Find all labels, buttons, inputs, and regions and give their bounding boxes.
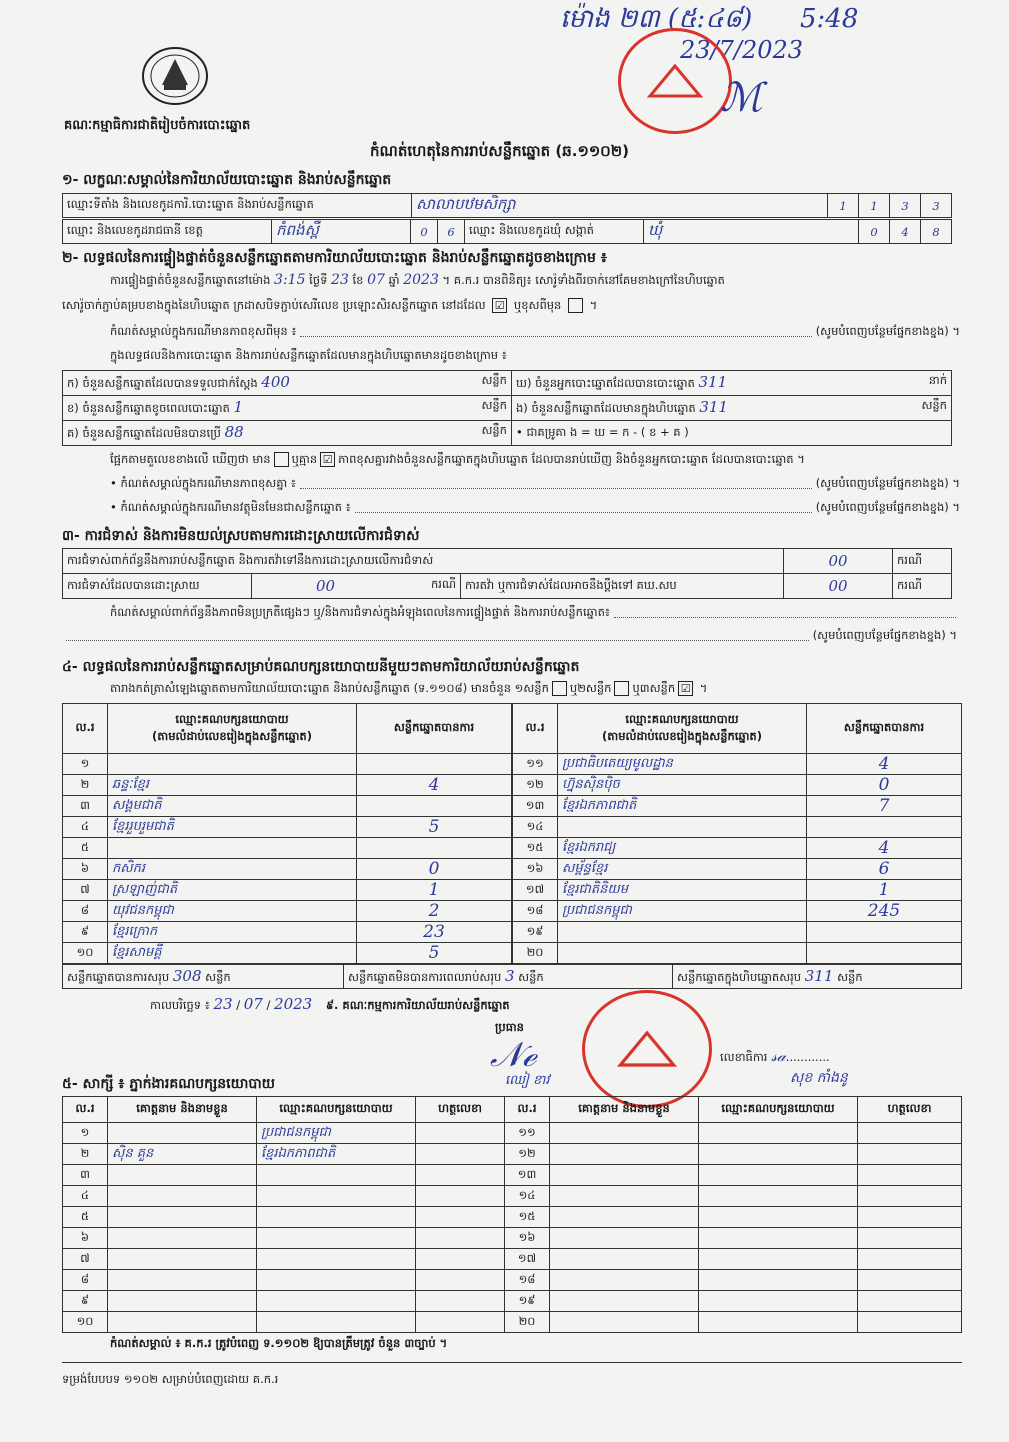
witness-name — [108, 1165, 257, 1186]
code-digit: 0 — [411, 220, 438, 244]
witness-signature — [416, 1312, 505, 1333]
witness-signature — [416, 1270, 505, 1291]
witness-name — [108, 1312, 257, 1333]
witness-name — [550, 1270, 699, 1291]
row-number: ៦ — [63, 1228, 108, 1249]
witness-party — [257, 1207, 416, 1228]
witness-party — [699, 1270, 858, 1291]
vote-count: 2 — [357, 901, 512, 922]
row-number: ៦ — [63, 859, 108, 880]
witness-row — [63, 1291, 962, 1312]
witness-row — [63, 1165, 962, 1186]
row-number: ៨ — [63, 1270, 108, 1291]
witness-name — [550, 1123, 699, 1144]
footnote: កំណត់សម្គាល់ ៖ គ.ក.រ ត្រូវបំពេញ ទ.១១០២ ឱ្យបានត្រឹមត្រូវ ចំនួន ៣ច្បាប់ ។ — [110, 1336, 448, 1350]
witness-signature — [858, 1144, 962, 1165]
row-number: ១៦ — [513, 859, 558, 880]
witness-name — [550, 1144, 699, 1165]
section-1-table-row2 — [62, 219, 952, 244]
row-number: ១២ — [513, 775, 558, 796]
witness-name — [550, 1249, 699, 1270]
code-digit: 0 — [859, 220, 890, 244]
vote-count: 7 — [807, 796, 962, 817]
row-number: ៧ — [63, 880, 108, 901]
vote-count — [357, 754, 512, 775]
witness-name — [550, 1228, 699, 1249]
party-name: ខ្មែរឯករាជ្យ — [558, 838, 807, 859]
party-name — [558, 922, 807, 943]
code-digit: 1 — [859, 194, 890, 218]
code-digit: 4 — [890, 220, 921, 244]
witness-name — [550, 1186, 699, 1207]
witness-signature — [416, 1144, 505, 1165]
witness-party — [699, 1228, 858, 1249]
vote-count — [357, 838, 512, 859]
row-number: ៥ — [63, 1207, 108, 1228]
witness-party — [699, 1312, 858, 1333]
votes-totals: សន្លឹកឆ្នោតបានការសរុប 308 សន្លឹក សន្លឹកឆ្នោតមិនបានការពេលរាប់សរុប 3 សន្លឹក សន្លឹកឆ្នោតក្នុងហិបឆ្នោតសរុប 311 សន្លឹក — [62, 964, 962, 989]
checkbox-no-diff[interactable]: ☑ — [320, 452, 335, 467]
witness-party — [257, 1270, 416, 1291]
handwritten-time: 5:48 — [800, 4, 859, 34]
party-name: ប្រជាជនកម្ពុជា — [558, 901, 807, 922]
witness-name — [550, 1312, 699, 1333]
section-2-para5: ផ្អែកតាមតួលេខខាងលើ ឃើញថា មាន ឬគ្មាន ☑ ភាពខុសគ្នារវាងចំនួនសន្លឹកឆ្នោតក្នុងហិបឆ្នោត ដែលបានរាប់ឃើញ និងចំនួនអ្នកបោះឆ្នោត ដែលបានបោះឆ្នោត ។ — [110, 452, 805, 466]
handwritten-note: ម៉ោង ២៣ (៥:៤៨) — [560, 4, 753, 34]
witness-party — [257, 1186, 416, 1207]
row-number: ៧ — [63, 1249, 108, 1270]
vote-count: 245 — [807, 901, 962, 922]
witness-party — [699, 1249, 858, 1270]
section-3-note-line: (សូមបំពេញបន្ថែមផ្នែកខាងខ្នង) ។ — [62, 628, 957, 645]
row1-label: ឈ្មោះទីតាំង និងលេខកូដការិ.បោះឆ្នោត និងរាប់សន្លឹកឆ្នោត — [63, 194, 412, 218]
witness-party — [257, 1228, 416, 1249]
witness-signature — [858, 1249, 962, 1270]
party-name — [108, 838, 357, 859]
row2-label: ឈ្មោះ និងលេខកូដរាជធានី ខេត្ត — [63, 220, 272, 244]
divider — [62, 1362, 962, 1363]
section-3-note: កំណត់សម្គាល់ពាក់ព័ន្ធនឹងភាពមិនប្រក្រតីផ្សេងៗ ឬ/និងការជំទាស់ក្នុងអំឡុងពេលនៃការផ្ទៀងផ្ទាត់ និងការរាប់សន្លឹកឆ្នោត៖ — [110, 605, 960, 622]
witness-signature — [858, 1186, 962, 1207]
vote-row — [513, 922, 962, 943]
vote-row — [513, 943, 962, 964]
section-4-intro: តារាងកត់ត្រាសំឡេងឆ្នោតតាមការិយាល័យបោះឆ្នោត និងរាប់សន្លឹកឆ្នោត (ទ.១១០៨) មានចំនួន ១សន្លឹក ឬ២សន្លឹក ឬ៣សន្លឹក ☑ ។ — [110, 681, 708, 695]
committee-name: គណៈកម្មាធិការជាតិរៀបចំការបោះឆ្នោត — [64, 118, 251, 133]
row2-label2: ឈ្មោះ និងលេខកូដឃុំ សង្កាត់ — [465, 220, 644, 244]
code-digit: 1 — [828, 194, 859, 218]
votes-table-right: ល.រ ឈ្មោះគណបក្សនយោបាយ (តាមលំដាប់លេខរៀងក្នុងសន្លឹកឆ្នោត) សន្លឹកឆ្នោតបានការ ១១ ប្រជាធិបតេយ្យមូលដ្ឋាន 4 ១២ ហ្វ៊ុនស៊ិនប៉ិច 0 ១៣ ខ្មែរឯកភាពជាតិ 7 ១៤ ១៥ ខ្មែរឯករាជ្យ 4 ១៦ សម្ព័ន្ធខ្មែរ 6 ១៧ ខ្មែរជាតិនិយម 1 ១៨ ប្រជាជនកម្ពុជា 245 ១៩ ២០ — [512, 703, 962, 964]
section-5-title: ៥- សាក្សី ៖ ភ្នាក់ងារគណបក្សនយោបាយ — [62, 1076, 276, 1092]
row-number: ១៣ — [513, 796, 558, 817]
section-3-title: ៣- ការជំទាស់ និងការមិនយល់ស្របតាមការដោះស្រាយលើការជំទាស់ — [62, 528, 420, 544]
party-name: ខ្មែរក្រោក — [108, 922, 357, 943]
party-name: សម្ព័ន្ធខ្មែរ — [558, 859, 807, 880]
row-number: ៩ — [63, 922, 108, 943]
witness-table: ល.រ គោត្តនាម និងនាមខ្លួន ឈ្មោះគណបក្សនយោបាយ ហត្ថលេខា ល.រ គោត្តនាម និងនាមខ្លួន ឈ្មោះគណបក្សនយោបាយ ហត្ថលេខា ១ ប្រជាជនកម្ពុជា ១១ ២ ស៊ិន គួន ខ្មែរឯកភាពជាតិ ១២ ៣ ១៣ ៤ ១៤ ៥ ១៥ ៦ ១៦ ៧ ១៧ ៨ ១៨ ៩ ១៩ ១០ ២០ — [62, 1096, 962, 1333]
code-digit: 8 — [921, 220, 952, 244]
witness-party — [699, 1207, 858, 1228]
row-number: ១២ — [505, 1144, 550, 1165]
vote-count: 6 — [807, 859, 962, 880]
row-number: ១៣ — [505, 1165, 550, 1186]
section-2-para3: កំណត់សម្គាល់ក្នុងករណីមានភាពខុសពីមុន ៖ (សូមបំពេញបន្ថែមផ្នែកខាងខ្នង) ។ — [110, 324, 960, 338]
witness-name — [550, 1291, 699, 1312]
witness-party — [699, 1144, 858, 1165]
row-number: ១១ — [505, 1123, 550, 1144]
vote-count — [357, 796, 512, 817]
witness-signature — [416, 1249, 505, 1270]
checkbox-2-sheet[interactable] — [614, 681, 629, 696]
row-number: ៥ — [63, 838, 108, 859]
row-number: ១៧ — [513, 880, 558, 901]
row-number: ៩ — [63, 1291, 108, 1312]
chair-label: ប្រធាន — [495, 1020, 524, 1034]
row-number: ២ — [63, 1144, 108, 1165]
witness-signature — [416, 1228, 505, 1249]
row-number: ១៧ — [505, 1249, 550, 1270]
code-digit: 3 — [890, 194, 921, 218]
row-number: ១៨ — [505, 1270, 550, 1291]
witness-name — [108, 1249, 257, 1270]
section-1-table — [62, 193, 952, 218]
row2-value: កំពង់ស្ពឺ — [272, 220, 411, 244]
witness-party — [257, 1165, 416, 1186]
vote-count: 4 — [357, 775, 512, 796]
witness-signature — [858, 1228, 962, 1249]
section-3-table: ការជំទាស់ពាក់ព័ន្ធនឹងការរាប់សន្លឹកឆ្នោត និងការតវ៉ាទៅនឹងការដោះស្រាយលើការជំទាស់ 00 ករណី ការជំទាស់ដែលបានដោះស្រាយ 00 ករណី ការតវ៉ា ឬការជំទាស់ដែលអាចនឹងប្តឹងទៅ គឃ.សប 00 ករណី — [62, 548, 952, 599]
vote-row — [63, 901, 512, 922]
code-digit: 3 — [921, 194, 952, 218]
vote-count: 5 — [357, 817, 512, 838]
witness-name — [108, 1186, 257, 1207]
party-name: ខ្មែរឯកភាពជាតិ — [558, 796, 807, 817]
vote-count — [807, 817, 962, 838]
witness-party — [699, 1186, 858, 1207]
vote-row — [513, 754, 962, 775]
witness-party — [699, 1165, 858, 1186]
section-1-title: ១- លក្ខណៈសម្គាល់នៃការិយាល័យបោះឆ្នោត និងរាប់សន្លឹកឆ្នោត — [62, 172, 392, 188]
row1-value: សាលាបឋមសិក្សា — [412, 194, 828, 218]
vote-row — [63, 943, 512, 964]
emblem-logo — [140, 45, 210, 107]
row-number: ៤ — [63, 817, 108, 838]
party-name: ខ្មែររួបរួមជាតិ — [108, 817, 357, 838]
witness-signature — [416, 1123, 505, 1144]
row-number: ១៦ — [505, 1228, 550, 1249]
official-stamp-bottom — [582, 990, 712, 1108]
row2-value2: ឃុំ — [644, 220, 859, 244]
votes-table-left: ល.រ ឈ្មោះគណបក្សនយោបាយ (តាមលំដាប់លេខរៀងក្នុងសន្លឹកឆ្នោត) សន្លឹកឆ្នោតបានការ ១ ២ ឆន្ទៈខ្មែរ 4 ៣ សង្គមជាតិ ៤ ខ្មែររួបរួមជាតិ 5 ៥ ៦ កសិករ 0 ៧ ស្រឡាញ់ជាតិ 1 ៨ យុវជនកម្ពុជា 2 ៩ ខ្មែរក្រោក 23 ១០ ខ្មែរសាមគ្គី 5 — [62, 703, 512, 964]
witness-name — [108, 1207, 257, 1228]
witness-signature — [416, 1291, 505, 1312]
vote-row — [513, 817, 962, 838]
checkbox-has-diff[interactable] — [274, 452, 289, 467]
checkbox-3-sheet[interactable]: ☑ — [678, 681, 693, 696]
vote-row — [513, 796, 962, 817]
party-name: សង្គមជាតិ — [108, 796, 357, 817]
row-number: ៣ — [63, 796, 108, 817]
form-title: កំណត់ហេតុនៃការរាប់សន្លឹកឆ្នោត (ឆ.១១០២) — [370, 142, 630, 160]
party-name — [558, 943, 807, 964]
witness-row — [63, 1249, 962, 1270]
witness-row — [63, 1270, 962, 1291]
witness-party — [257, 1249, 416, 1270]
vote-row — [63, 880, 512, 901]
vote-count: 4 — [807, 754, 962, 775]
party-name: ហ្វ៊ុនស៊ិនប៉ិច — [558, 775, 807, 796]
section-2-para2: សោរ៉ូចាក់ភ្ជាប់គម្របខាងក្នុងនៃហិបឆ្នោត ក្រដាសបិទភ្ជាប់សេរីលេខ ប្រឡោះសិរសន្លឹកឆ្នោត នៅដដែល ☑ ឬខុសពីមុន ។ — [62, 298, 598, 312]
row-number: ១១ — [513, 754, 558, 775]
form-footer: ទម្រង់បែបបទ ១១០២ សម្រាប់បំពេញដោយ គ.ក.រ — [62, 1372, 279, 1386]
row-number: ១៥ — [513, 838, 558, 859]
witness-party: ខ្មែរឯកភាពជាតិ — [257, 1144, 416, 1165]
row-number: ៤ — [63, 1186, 108, 1207]
vote-count: 5 — [357, 943, 512, 964]
official-stamp-top — [618, 28, 732, 134]
witness-signature — [416, 1165, 505, 1186]
vote-row — [63, 817, 512, 838]
row-number: ២ — [63, 775, 108, 796]
row-number: ១០ — [63, 943, 108, 964]
row-number: ២០ — [513, 943, 558, 964]
witness-party: ប្រជាជនកម្ពុជា — [257, 1123, 416, 1144]
secretary-name: សុខ កាំងនូ — [790, 1070, 848, 1086]
witness-row — [63, 1312, 962, 1333]
vote-row — [513, 838, 962, 859]
witness-signature — [858, 1312, 962, 1333]
witness-row — [63, 1186, 962, 1207]
vote-count: 0 — [357, 859, 512, 880]
vote-count — [807, 922, 962, 943]
row-number: ១៨ — [513, 901, 558, 922]
vote-count — [807, 943, 962, 964]
witness-name: ស៊ិន គួន — [108, 1144, 257, 1165]
chair-name: ឈៀ ខាវ — [505, 1073, 550, 1088]
vote-row — [63, 922, 512, 943]
witness-party — [699, 1291, 858, 1312]
vote-row — [63, 859, 512, 880]
vote-count: 0 — [807, 775, 962, 796]
chair-signature: 𝒩ℯ — [490, 1035, 536, 1075]
row-number: ១៩ — [513, 922, 558, 943]
witness-name — [108, 1291, 257, 1312]
witness-row — [63, 1228, 962, 1249]
code-digit: 6 — [438, 220, 465, 244]
witness-name — [108, 1123, 257, 1144]
witness-signature — [416, 1207, 505, 1228]
party-name: ខ្មែរជាតិនិយម — [558, 880, 807, 901]
row-number: ៨ — [63, 901, 108, 922]
row-number: ១៩ — [505, 1291, 550, 1312]
witness-row — [63, 1123, 962, 1144]
witness-signature — [416, 1186, 505, 1207]
handwritten-date: 23/7/2023 — [680, 36, 804, 64]
vote-count: 23 — [357, 922, 512, 943]
row-number: ១៥ — [505, 1207, 550, 1228]
party-name — [558, 817, 807, 838]
vote-row — [63, 754, 512, 775]
signature-top: ℳ — [720, 75, 763, 121]
vote-row — [63, 775, 512, 796]
witness-name — [108, 1270, 257, 1291]
witness-party — [257, 1312, 416, 1333]
vote-row — [513, 880, 962, 901]
row-number: ១៤ — [513, 817, 558, 838]
witness-row — [63, 1144, 962, 1165]
section-2-para7: • កំណត់សម្គាល់ក្នុងករណីមានវត្ថុមិនមែនជាសន្លឹកឆ្នោត ៖ (សូមបំពេញបន្ថែមផ្នែកខាងខ្នង) ។ — [110, 500, 960, 514]
witness-signature — [858, 1270, 962, 1291]
party-name: កសិករ — [108, 859, 357, 880]
vote-row — [63, 838, 512, 859]
section-2-counts-table: ក) ចំនួនសន្លឹកឆ្នោតដែលបានទទួលជាក់ស្តែង 400 សន្លឹក ឃ) ចំនួនអ្នកបោះឆ្នោតដែលបានបោះឆ្នោត 311 នាក់ ខ) ចំនួនសន្លឹកឆ្នោតខូចពេលបោះឆ្នោត 1 សន្លឹក ង) ចំនួនសន្លឹកឆ្នោតដែលមានក្នុងហិបឆ្នោត 311 សន្លឹក គ) ចំនួនសន្លឹកឆ្នោតដែលមិនបានប្រើ 88 សន្លឹក • ជាគម្រូគា ង = ឃ = ក - ( ខ + គ ) — [62, 370, 952, 446]
party-name: ស្រឡាញ់ជាតិ — [108, 880, 357, 901]
witness-name — [550, 1165, 699, 1186]
party-name — [108, 754, 357, 775]
vote-row — [513, 775, 962, 796]
party-name: ខ្មែរសាមគ្គី — [108, 943, 357, 964]
witness-signature — [858, 1165, 962, 1186]
vote-row — [513, 901, 962, 922]
witness-signature — [858, 1207, 962, 1228]
checkbox-different[interactable] — [568, 298, 583, 313]
row-number: ១០ — [63, 1312, 108, 1333]
vote-row — [63, 796, 512, 817]
section-2-title: ២- លទ្ធផលនៃការផ្ទៀងផ្ទាត់ចំនួនសន្លឹកឆ្នោតតាមការិយាល័យបោះឆ្នោត និងរាប់សន្លឹកឆ្នោតដូចខាងក្រោម ៖ — [62, 250, 607, 266]
date-line: កាលបរិច្ឆេទ ៖ 23 / 07 / 2023 ៩. គណៈកម្មការការិយាល័យរាប់សន្លឹកឆ្នោត — [150, 995, 510, 1013]
row-number: ១៤ — [505, 1186, 550, 1207]
witness-signature — [858, 1123, 962, 1144]
vote-count: 4 — [807, 838, 962, 859]
vote-count: 1 — [357, 880, 512, 901]
section-2-para6: • កំណត់សម្គាល់ក្នុងករណីមានភាពខុសគ្នា ៖ (សូមបំពេញបន្ថែមផ្នែកខាងខ្នង) ។ — [110, 476, 960, 490]
section-2-para4: ក្នុងលទ្ធផលនិងការបោះឆ្នោត និងការរាប់សន្លឹកឆ្នោតដែលមានក្នុងហិបឆ្នោតមានដូចខាងក្រោម ៖ — [110, 348, 507, 362]
checkbox-1-sheet[interactable] — [552, 681, 567, 696]
witness-signature — [858, 1291, 962, 1312]
witness-party — [699, 1123, 858, 1144]
vote-count: 1 — [807, 880, 962, 901]
party-name: ឆន្ទៈខ្មែរ — [108, 775, 357, 796]
witness-name — [550, 1207, 699, 1228]
vote-row — [513, 859, 962, 880]
row-number: ២០ — [505, 1312, 550, 1333]
party-name: យុវជនកម្ពុជា — [108, 901, 357, 922]
row-number: ១ — [63, 754, 108, 775]
witness-row — [63, 1207, 962, 1228]
secretary-label: លេខាធិការ 𝓈𝒶............ — [720, 1046, 830, 1065]
row-number: ៣ — [63, 1165, 108, 1186]
section-2-para1: ការផ្ទៀងផ្ទាត់ចំនួនសន្លឹកឆ្នោតនៅម៉ោង 3:15 ថ្ងៃទី 23 ខែ 07 ឆ្នាំ 2023 ។ គ.ក.រ បានពិនិត្យ៖ សោរ៉ូទាំងពីរចាក់នៅគែមខាងក្រៅនៃហិបឆ្នោត — [110, 272, 725, 288]
party-name: ប្រជាធិបតេយ្យមូលដ្ឋាន — [558, 754, 807, 775]
witness-name — [108, 1228, 257, 1249]
witness-party — [257, 1291, 416, 1312]
section-4-title: ៤- លទ្ធផលនៃការរាប់សន្លឹកឆ្នោតសម្រាប់គណបក្សនយោបាយនីមួយៗតាមការិយាល័យរាប់សន្លឹកឆ្នោត — [62, 659, 580, 675]
checkbox-same[interactable]: ☑ — [492, 298, 507, 313]
row-number: ១ — [63, 1123, 108, 1144]
